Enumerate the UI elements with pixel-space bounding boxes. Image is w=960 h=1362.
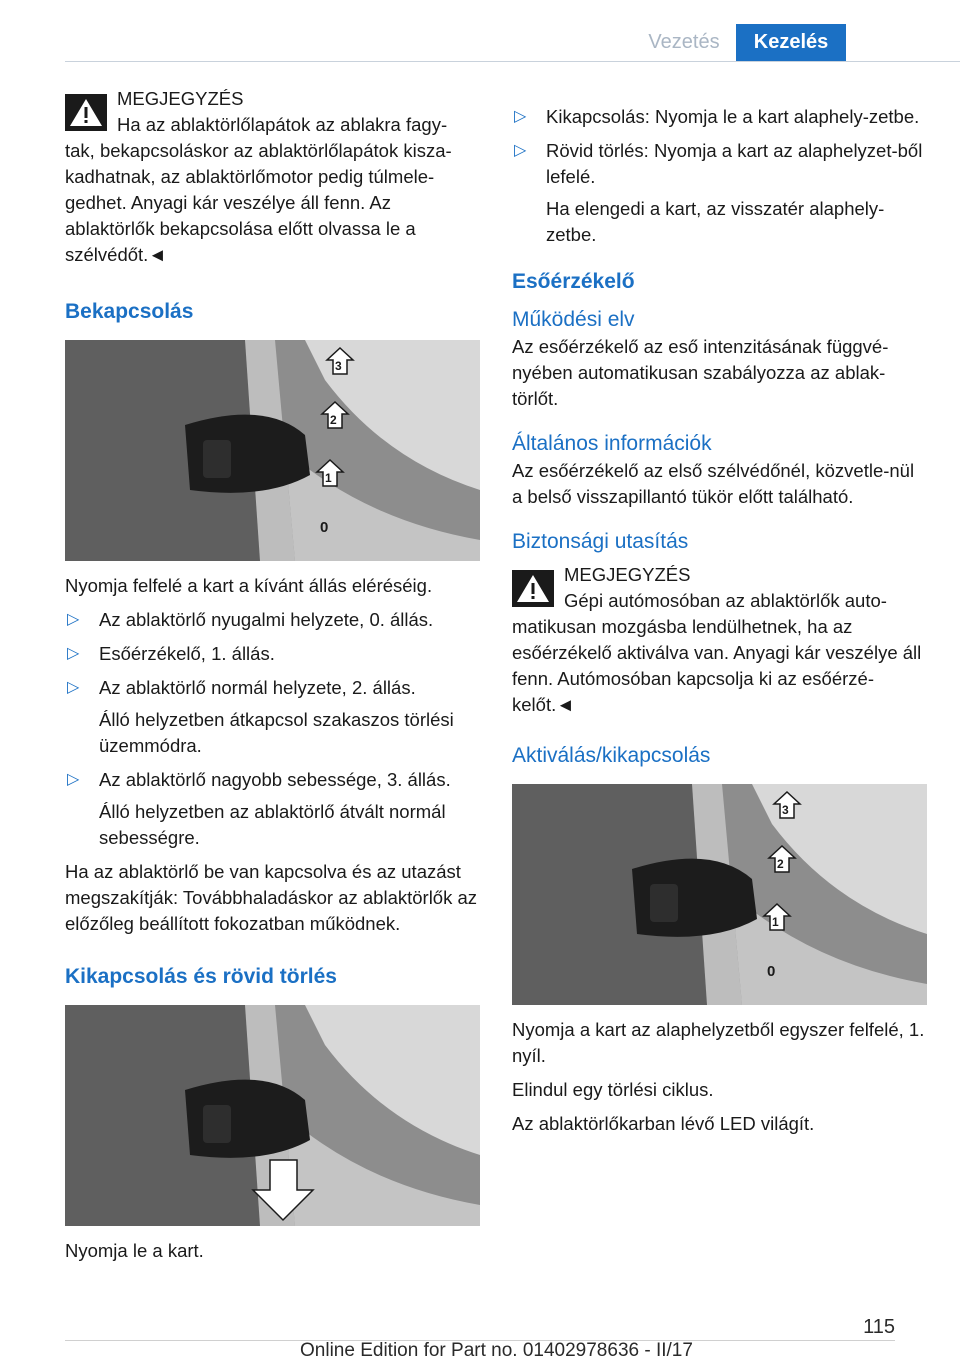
warning-icon (512, 570, 554, 607)
paragraph-led: Az ablaktörlőkarban lévő LED világít. (512, 1113, 815, 1134)
tab-vezetes[interactable]: Vezetés (648, 31, 720, 53)
right-column (512, 104, 927, 1145)
list-item: ▷ Rövid törlés: Nyomja a kart az alaphelyzet-ből lefelé. Ha elengedi a kart, az visszatér alaphely-zetbe. (514, 140, 923, 245)
paragraph-cycle: Elindul egy törlési ciklus. (512, 1079, 714, 1100)
section-bekapcsolas: Bekapcsolás (65, 300, 194, 323)
list-item: ▷ Kikapcsolás: Nyomja le a kart alaphely-zetbe. (512, 104, 927, 130)
section-kikapcsolas: Kikapcsolás és rövid törlés (65, 965, 337, 988)
list-item: ▷ Az ablaktörlő normál helyzete, 2. állás. Álló helyzetben átkapcsol szakaszos törlési üzemmódra. (67, 677, 454, 756)
list-item: ▷ Az ablaktörlő nagyobb sebessége, 3. állás. Álló helyzetben az ablaktörlő átvált normál sebességre. (67, 769, 451, 848)
warning-line1: Gépi autómosóban az ablaktörlők auto- (564, 590, 887, 611)
section-esoerzekelo: Esőérzékelő (512, 270, 635, 293)
photo-label-3: 3 (335, 359, 342, 373)
subsection-mukodesi-elv: Működési elv (512, 308, 635, 331)
list-item: ▷ Az ablaktörlő nyugalmi helyzete, 0. állás. (65, 607, 480, 633)
header-line (65, 61, 960, 62)
instruction-push-up: Nyomja felfelé a kart a kívánt állás eléréséig. (65, 575, 433, 596)
warning-title: MEGJEGYZÉS (564, 564, 691, 585)
photo-label-1: 1 (772, 915, 779, 929)
photo-label-0: 0 (767, 963, 776, 980)
subsection-biztonsagi: Biztonsági utasítás (512, 530, 689, 553)
bullet-icon: ▷ (67, 611, 80, 628)
subsection-altalanos: Általános információk (512, 432, 712, 455)
warning-block (65, 86, 480, 268)
photo-label-2: 2 (330, 413, 337, 427)
wiper-lever-photo-up (65, 340, 480, 561)
bullet-icon: ▷ (67, 679, 80, 696)
bullet-icon: ▷ (514, 108, 527, 125)
tab-kezeles[interactable]: Kezelés (736, 24, 846, 61)
edition-footer: Online Edition for Part no. 01402978636 - II/17 (300, 1340, 693, 1361)
paragraph-stop: Ha az ablaktörlő be van kapcsolva és az utazást megszakítják: Továbbhaladáskor az ablaktörlők az előzőleg beállított fokozatban működnek. (65, 861, 478, 934)
photo-label-2: 2 (777, 857, 784, 871)
paragraph-push: Nyomja a kart az alaphelyzetből egyszer felfelé, 1. nyíl. (512, 1019, 925, 1066)
bullet-icon: ▷ (67, 645, 80, 662)
bullet-icon: ▷ (67, 771, 80, 788)
wiper-lever-photo-down (65, 1005, 480, 1226)
warning-block (512, 562, 927, 718)
list-item: ▷ Esőérzékelő, 1. állás. (65, 641, 480, 667)
instruction-push-down: Nyomja le a kart. (65, 1240, 204, 1261)
photo-label-3: 3 (782, 803, 789, 817)
page-number: 115 (863, 1316, 895, 1338)
photo-label-1: 1 (325, 471, 332, 485)
wiper-lever-photo-activate (512, 784, 927, 1005)
left-column (65, 86, 480, 1272)
photo-label-0: 0 (320, 519, 329, 536)
warning-text: tak, bekapcsoláskor az ablaktörlőlapátok kisza-kadhatnak, az ablaktörlőmotor pedig túlmele-gedhet. Anyagi kár veszélye áll fenn. Az ablaktörlők bekapcsolása előtt olvassa le a szélvédőt.◄ (65, 140, 452, 265)
bullet-icon: ▷ (514, 142, 527, 159)
warning-icon (65, 94, 107, 131)
warning-line1: Ha az ablaktörlőlapátok az ablakra fagy- (117, 114, 448, 135)
subsection-aktivalas: Aktiválás/kikapcsolás (512, 744, 711, 767)
warning-text: matikusan mozgásba lendülhetnek, ha az esőérzékelő aktiválva van. Anyagi kár veszélye áll fenn. Autómosóban kapcsolja ki az esőérzé-kelőt.◄ (512, 616, 922, 715)
paragraph-altalanos: Az esőérzékelő az első szélvédőnél, közvetle-nül a belső visszapillantó tükör előtt található. (512, 460, 915, 507)
warning-title: MEGJEGYZÉS (117, 88, 244, 109)
paragraph-mukodesi: Az esőérzékelő az eső intenzitásának függvé-nyében automatikusan szabályozza az ablak-törlőt. (512, 336, 889, 409)
